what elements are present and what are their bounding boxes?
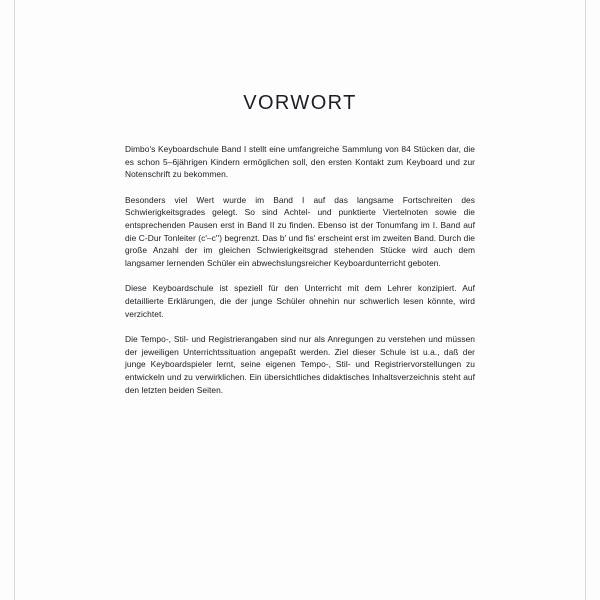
paragraph-1: Dimbo's Keyboardschule Band I stellt eine umfangreiche Sammlung von 84 Stücken dar, die es schon 5–6jährigen Kindern ermöglichen soll, den ersten Kontakt zum Keyboard und zur Notenschrift zu bekommen.	[125, 144, 475, 180]
page-title: VORWORT	[243, 92, 357, 114]
paragraph-3: Diese Keyboardschule ist speziell für den Unterricht mit dem Lehrer konzipiert. Auf detaillierte Erklärungen, die der junge Schüler ohnehin nur schwerlich lesen könnte, wird verzichtet.	[125, 283, 475, 319]
paragraph-4: Die Tempo-, Stil- und Registrierangaben sind nur als Anregungen zu verstehen und müssen der jeweiligen Unterrichtssituation angepaßt werden. Ziel dieser Schule ist u.a., daß der junge Keyboardspieler lernt, seine eigenen Tempo-, Stil- und Registriervorstellungen zu entwickeln und zu verwirklichen. Ein übersichtliches didaktisches Inhaltsverzeichnis steht auf den letzten beiden Seiten.	[125, 334, 475, 395]
document-content	[125, 92, 475, 396]
page-edge-right	[585, 0, 586, 600]
page-edge-left	[14, 0, 15, 600]
paragraph-2: Besonders viel Wert wurde im Band I auf das langsame Fortschreiten des Schwierigkeitsgrades gelegt. So sind Achtel- und punktierte Viertelnoten sowie die entsprechenden Pausen erst in Band II zu finden. Ebenso ist der Tonumfang im I. Band auf die C-Dur Tonleiter (c'–c'') begrenzt. Das b' und fis' erscheint erst im zweiten Band. Durch die große Anzahl der im gleichen Schwierigkeitsgrad stehenden Stücke wird auch dem langsamer lernenden Schüler ein abwechslungsreicher Keyboardunterricht geboten.	[125, 194, 475, 268]
